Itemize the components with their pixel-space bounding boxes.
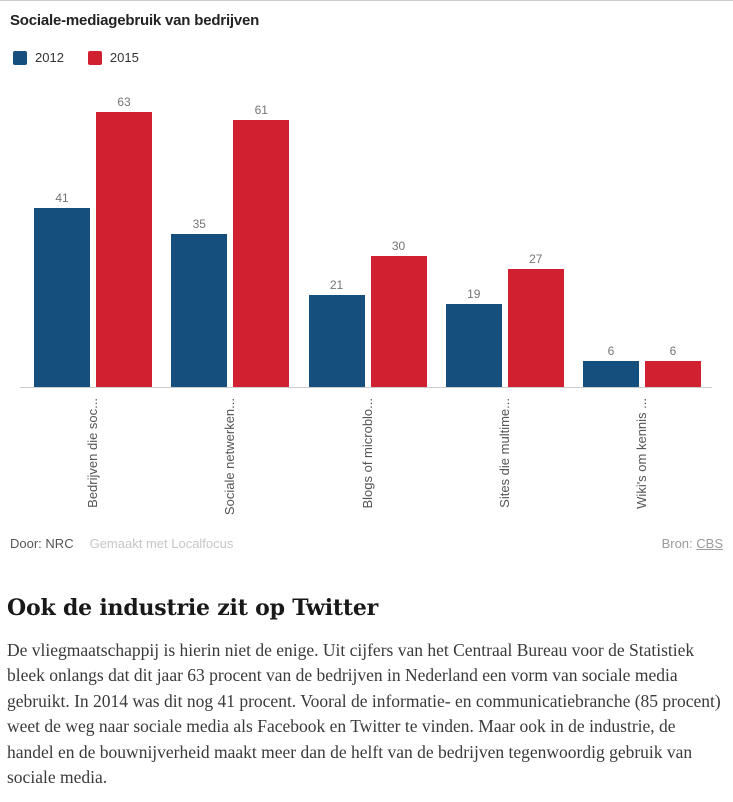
top-divider	[0, 0, 733, 1]
bar-2012-2	[309, 295, 365, 387]
bar-group-3	[446, 252, 564, 387]
source-link[interactable]: CBS	[696, 536, 723, 551]
chart-source	[662, 536, 723, 551]
bar-group-2	[309, 239, 427, 387]
bar-value-label: 41	[55, 190, 69, 205]
bar-2015-3	[508, 269, 564, 387]
bar-2015-1	[233, 120, 289, 387]
legend-item-2015	[88, 50, 139, 65]
byline-label: Door:	[10, 536, 42, 551]
bar-2015-0	[96, 112, 152, 387]
article-body: De vliegmaatschappij is hierin niet de enige. Uit cijfers van het Centraal Bureau voor de Statistiek bleek onlangs dat dit jaar 63 procent van de bedrijven in Nederland een vorm van sociale media gebruikt. In 2014 was dit nog 41 procent. Vooral de informatie- en communicatiebranche (85 procent) weet de weg naar sociale media als Facebook en Twitter te vinden. Maar ook in de industrie, de handel en de bouwnijverheid maakt meer dan de helft van de bedrijven tegenwoordig gebruik van sociale media.	[7, 640, 721, 787]
bar-2012-4	[583, 361, 639, 387]
bar-column	[371, 239, 427, 387]
bar-2012-3	[446, 304, 502, 387]
bar-value-label: 30	[391, 238, 406, 253]
bar-column	[309, 278, 365, 387]
x-axis-label: Sociale netwerken...	[222, 398, 238, 516]
bar-value-label: 21	[329, 278, 344, 293]
bar-2012-1	[171, 234, 227, 387]
bar-group-4	[583, 344, 701, 387]
bar-value-label: 63	[117, 94, 131, 109]
article-heading: Ook de industrie zit op Twitter	[7, 595, 379, 621]
bar-column	[583, 344, 639, 387]
legend-label: 2015	[109, 50, 139, 65]
x-axis-label: Sites die multime...	[496, 398, 512, 508]
chart-title: Sociale-mediagebruik van bedrijven	[10, 12, 260, 29]
source-label: Bron:	[661, 536, 693, 551]
x-axis-label: Wiki's om kennis ...	[634, 398, 649, 509]
bar-2015-4	[645, 361, 701, 387]
bar-column	[171, 217, 227, 387]
legend-item-2012	[13, 50, 64, 65]
chart-legend	[13, 50, 733, 65]
byline-value: NRC	[45, 536, 74, 551]
bar-value-label: 19	[467, 286, 481, 301]
bar-chart-plot	[34, 81, 701, 387]
legend-swatch-2015	[88, 51, 102, 65]
legend-label: 2012	[35, 50, 64, 65]
x-axis-label: Blogs of microblo...	[359, 398, 375, 509]
bar-column	[34, 191, 90, 387]
bar-value-label: 6	[607, 343, 615, 358]
bar-value-label: 6	[669, 343, 677, 358]
bar-group-0	[34, 95, 152, 387]
x-axis-label: Bedrijven die soc...	[85, 398, 100, 508]
chart-embed	[0, 12, 733, 565]
localfocus-credit: Gemaakt met Localfocus	[89, 536, 234, 551]
bar-column	[96, 95, 152, 387]
article	[7, 595, 723, 802]
bar-value-label: 61	[254, 103, 268, 118]
chart-footer	[10, 536, 723, 565]
bar-value-label: 35	[192, 217, 206, 231]
x-axis-labels	[0, 388, 733, 536]
bar-2012-0	[34, 208, 90, 387]
bar-column	[446, 287, 502, 387]
bar-2015-2	[371, 256, 427, 387]
bar-group-1	[171, 103, 289, 387]
bar-column	[645, 344, 701, 387]
bar-value-label: 27	[529, 251, 543, 266]
chart-byline	[10, 536, 74, 551]
bar-column	[508, 252, 564, 387]
bar-column	[233, 103, 289, 387]
legend-swatch-2012	[13, 51, 27, 65]
